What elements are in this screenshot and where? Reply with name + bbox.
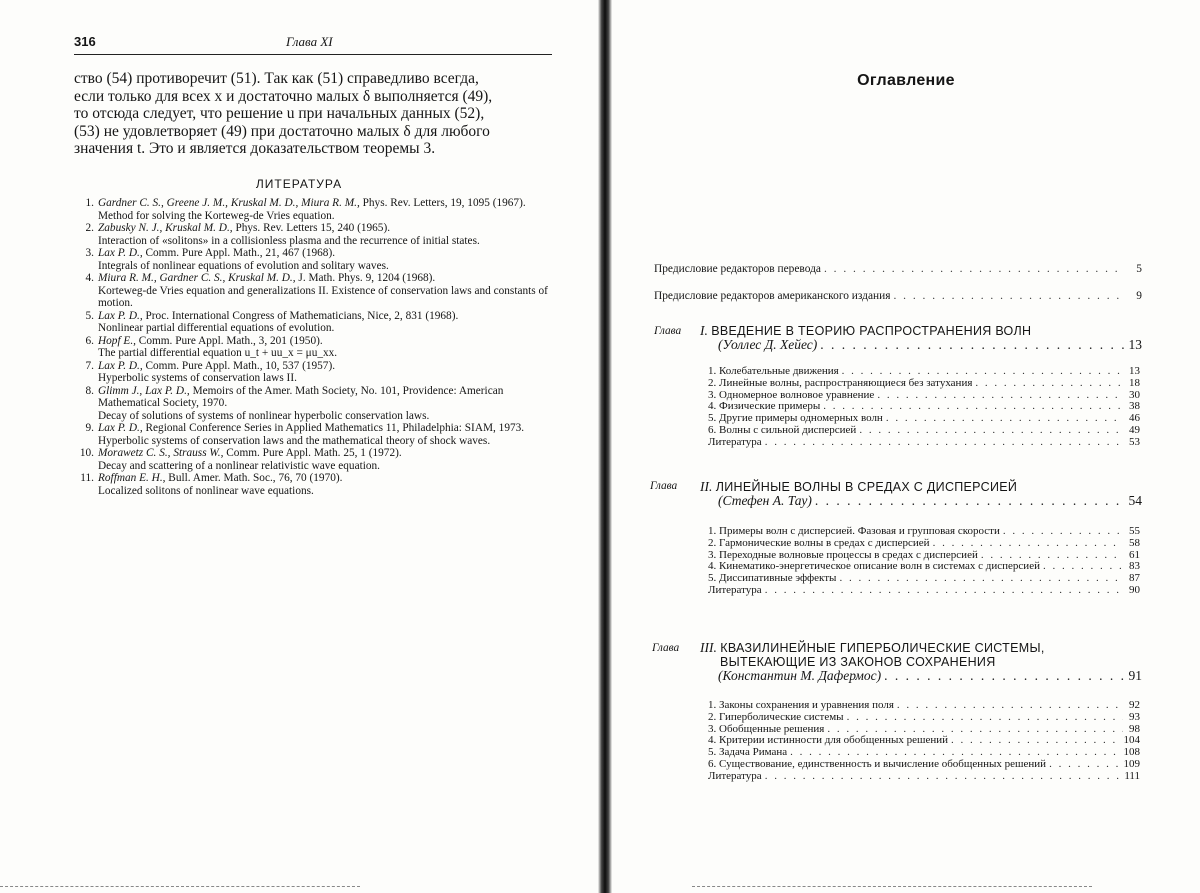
reference-title: Hyperbolic systems of conservation laws II.	[98, 372, 297, 384]
toc-page-number: 108	[1123, 746, 1140, 759]
reference-title: Korteweg-de Vries equation and generalizations II. Existence of conservation laws and constants of motion.	[98, 284, 548, 309]
toc-entry-text: Литература	[708, 770, 762, 782]
leader-dots	[981, 550, 1123, 562]
literature-heading: ЛИТЕРАТУРА	[255, 177, 343, 191]
page-number: 316	[74, 34, 96, 49]
reference-authors: Lax P. D.,	[98, 422, 143, 434]
leader-dots	[842, 366, 1123, 378]
toc-entry-text: 4. Критерии истинности для обобщенных решений	[708, 735, 949, 747]
toc-section-entry	[708, 573, 1140, 585]
toc-section-entry	[708, 538, 1140, 550]
toc-entry-text: 3. Переходные волновые процессы в средах с дисперсией	[708, 549, 978, 561]
toc-section-entry	[708, 526, 1140, 538]
toc-page-number: 61	[1129, 548, 1140, 561]
toc-section-entry	[708, 585, 1140, 597]
toc-page-number: 30	[1129, 388, 1140, 401]
toc-entry-text: 2. Гиперболические системы	[708, 711, 844, 723]
reference-item	[74, 310, 552, 335]
toc-entry-text: 4. Физические примеры	[708, 401, 821, 413]
reference-title: Interaction of «solitons» in a collisionless plasma and the recurrence of initial states.	[98, 234, 480, 247]
toc-entry-text: 5. Другие примеры одномерных волн	[708, 413, 883, 425]
toc-section-entry	[708, 700, 1140, 712]
toc-page-number: 109	[1123, 757, 1140, 770]
reference-item	[74, 247, 552, 272]
leader-dots	[933, 538, 1123, 550]
toc-page-number: 18	[1129, 376, 1140, 389]
leader-dots	[886, 413, 1123, 425]
reference-number: 7.	[85, 359, 94, 372]
toc-section-entry	[708, 747, 1140, 759]
leader-dots	[815, 494, 1126, 508]
toc-page-number: 90	[1129, 583, 1140, 596]
chapter-title: ЛИНЕЙНЫЕ ВОЛНЫ В СРЕДАХ С ДИСПЕРСИЕЙ	[715, 480, 1018, 494]
leader-dots	[820, 338, 1125, 352]
reference-title: Method for solving the Korteweg-de Vries equation.	[98, 209, 335, 222]
leader-dots	[765, 585, 1123, 597]
leader-dots	[790, 747, 1120, 759]
header-rule	[74, 54, 552, 55]
toc-entry-text: 3. Одномерное волновое уравнение	[708, 389, 875, 401]
toc-chapter-entry	[700, 480, 1142, 508]
toc-section-entry	[708, 413, 1140, 425]
reference-item	[74, 472, 552, 497]
leader-dots	[823, 401, 1123, 413]
leader-dots	[859, 425, 1123, 437]
toc-page-number: 92	[1129, 699, 1140, 711]
leader-dots	[827, 724, 1123, 736]
reference-source: Bull. Amer. Math. Soc., 76, 70 (1970).	[168, 472, 343, 484]
body-paragraph	[74, 70, 552, 158]
right-page	[612, 0, 1200, 893]
reference-title: Decay of solutions of systems of nonlinear hyperbolic conservation laws.	[98, 409, 430, 422]
reference-source: Memoirs of the Amer. Math Society, No. 101, Providence: American Mathematical Society, 1970.	[98, 384, 504, 409]
reference-source: J. Math. Phys. 9, 1204 (1968).	[298, 272, 436, 284]
reference-authors: Lax P. D.,	[98, 309, 143, 322]
leader-dots	[765, 771, 1122, 783]
toc-section-entry	[708, 550, 1140, 562]
reference-number: 10.	[79, 447, 94, 459]
reference-number: 8.	[85, 384, 94, 397]
reference-title: Decay and scattering of a nonlinear relativistic wave equation.	[98, 459, 380, 472]
toc-entry-text: 5. Диссипативные эффекты	[708, 573, 837, 585]
reference-number: 1.	[85, 197, 94, 209]
reference-number: 11.	[80, 472, 94, 484]
toc-page-number: 53	[1129, 435, 1140, 448]
reference-number: 3.	[85, 247, 94, 259]
reference-title: Nonlinear partial differential equations of evolution.	[98, 322, 335, 334]
reference-authors: Roffman E. H.,	[98, 472, 166, 484]
left-page	[0, 0, 598, 893]
reference-authors: Gardner C. S., Greene J. M., Kruskal M. D., Miura R. M.,	[98, 197, 360, 209]
toc-page-number: 13	[1129, 365, 1140, 377]
reference-authors: Zabusky N. J., Kruskal M. D.,	[98, 222, 233, 234]
reference-item	[74, 222, 552, 247]
toc-page-number: 13	[1128, 337, 1142, 352]
reference-item	[74, 385, 552, 423]
toc-entry-text: Литература	[708, 436, 762, 448]
reference-item	[74, 422, 552, 447]
toc-entry-text: 3. Обобщенные решения	[708, 723, 825, 735]
chapter-number: III.	[700, 640, 717, 655]
reference-source: Comm. Pure Appl. Math., 3, 201 (1950).	[138, 334, 323, 347]
reference-source: Comm. Pure Appl. Math., 10, 537 (1957).	[145, 359, 336, 372]
reference-item	[74, 335, 552, 360]
reference-authors: Miura R. M., Gardner C. S., Kruskal M. D.,	[98, 272, 296, 284]
toc-section-entry	[708, 390, 1140, 402]
toc-title: Оглавление	[857, 72, 955, 89]
body-line: значения t. Это и является доказательством теоремы 3.	[74, 140, 436, 157]
chapter-header: Глава XI	[286, 34, 333, 49]
body-line: если только для всех x и достаточно малых δ выполняется (49),	[74, 87, 493, 105]
toc-page-number: 49	[1129, 423, 1140, 436]
toc-section-entry	[708, 724, 1140, 736]
toc-section-entry	[708, 401, 1140, 413]
toc-entry-text: Предисловие редакторов американского издания	[654, 290, 891, 302]
reference-title: Hyperbolic systems of conservation laws and the mathematical theory of shock waves.	[98, 434, 491, 447]
toc-section-entry	[708, 378, 1140, 390]
reference-authors: Hopf E.,	[98, 334, 136, 347]
chapter-title: КВАЗИЛИНЕЙНЫЕ ГИПЕРБОЛИЧЕСКИЕ СИСТЕМЫ,	[720, 641, 1045, 655]
reference-number: 6.	[85, 334, 94, 347]
reference-source: Phys. Rev. Letters, 19, 1095 (1967).	[362, 197, 526, 209]
reference-number: 5.	[85, 309, 94, 322]
toc-page-number: 55	[1129, 525, 1140, 537]
toc-page-number: 38	[1129, 400, 1140, 413]
scan-edge	[692, 886, 1092, 888]
toc-entry-text: Предисловие редакторов перевода	[654, 263, 821, 275]
toc-entry-text: 5. Задача Римана	[708, 747, 788, 759]
toc-section-entry	[708, 735, 1140, 747]
leader-dots	[1043, 561, 1123, 573]
toc-page-number: 91	[1128, 668, 1142, 683]
chapter-label: Глава	[650, 480, 678, 492]
reference-item	[74, 447, 552, 472]
toc-entry-text: Литература	[708, 584, 762, 596]
reference-number: 9.	[85, 422, 94, 434]
chapter-title: ВВЕДЕНИЕ В ТЕОРИЮ РАСПРОСТРАНЕНИЯ ВОЛН	[711, 324, 1032, 338]
chapter-author: (Константин М. Дафермос)	[718, 668, 882, 683]
reference-title: Integrals of nonlinear equations of evolution and solitary waves.	[98, 259, 389, 272]
leader-dots	[877, 390, 1123, 402]
reference-title: The partial differential equation u_t + uu_x = μu_xx.	[98, 347, 338, 359]
toc-section-entry	[708, 425, 1140, 437]
leader-dots	[765, 437, 1123, 449]
toc-section-entry	[708, 437, 1140, 449]
reference-list	[74, 197, 552, 497]
scan-edge	[0, 886, 360, 888]
leader-dots	[839, 573, 1123, 585]
book-spine-gutter	[598, 0, 612, 893]
toc-entry-text: 6. Существование, единственность и вычисление обобщенных решений	[708, 758, 1047, 770]
toc-preface-entry	[654, 263, 1142, 276]
leader-dots	[975, 378, 1123, 390]
toc-preface-entry	[654, 290, 1142, 303]
reference-authors: Lax P. D.,	[98, 247, 143, 259]
chapter-author: (Стефен А. Тау)	[718, 493, 812, 508]
toc-page-number: 54	[1128, 493, 1142, 508]
reference-authors: Lax P. D.,	[98, 359, 143, 372]
toc-section-entry	[708, 771, 1140, 783]
chapter-number: II.	[700, 479, 713, 494]
toc-section-entry	[708, 759, 1140, 771]
toc-section-entry	[708, 712, 1140, 724]
leader-dots	[897, 700, 1123, 712]
leader-dots	[951, 735, 1120, 747]
reference-source: Proc. International Congress of Mathematicians, Nice, 2, 831 (1968).	[145, 309, 459, 322]
running-header	[74, 34, 554, 54]
reference-source: Phys. Rev. Letters 15, 240 (1965).	[235, 222, 391, 234]
toc-section-list	[708, 366, 1140, 449]
toc-section-list	[708, 700, 1140, 783]
leader-dots	[1049, 759, 1120, 771]
reference-authors: Morawetz C. S., Strauss W.,	[98, 447, 224, 459]
toc-page-number: 83	[1129, 560, 1140, 573]
leader-dots	[847, 712, 1123, 724]
toc-section-entry	[708, 561, 1140, 573]
reference-title: Localized solitons of nonlinear wave equations.	[98, 484, 314, 497]
toc-page-number: 5	[1136, 263, 1142, 275]
toc-section-list	[708, 526, 1140, 597]
toc-chapter-entry	[700, 641, 1142, 683]
reference-number: 2.	[85, 222, 94, 234]
reference-item	[74, 360, 552, 385]
body-line: ство (54) противоречит (51). Так как (51) справедливо всегда,	[74, 70, 479, 87]
toc-page-number: 87	[1129, 572, 1140, 585]
reference-item	[74, 197, 552, 222]
toc-section-entry	[708, 366, 1140, 378]
leader-dots	[1003, 526, 1123, 538]
reference-source: Comm. Pure Appl. Math., 21, 467 (1968).	[145, 247, 336, 259]
leader-dots	[824, 263, 1125, 276]
reference-source: Comm. Pure Appl. Math. 25, 1 (1972).	[226, 447, 402, 459]
chapter-author: (Уоллес Д. Хейес)	[718, 337, 818, 352]
reference-number: 4.	[85, 272, 94, 284]
toc-chapter-entry	[700, 324, 1142, 352]
toc-entry-text: 1. Законы сохранения и уравнения поля	[708, 700, 894, 711]
reference-item	[74, 272, 552, 310]
leader-dots	[884, 669, 1125, 683]
toc-page-number: 111	[1124, 769, 1140, 782]
toc-page-number: 93	[1129, 710, 1140, 723]
toc-entry-text: 1. Примеры волн с дисперсией. Фазовая и групповая скорости	[708, 526, 1000, 537]
toc-entry-text: 4. Кинематико-энергетическое описание волн в системах с дисперсией	[708, 561, 1040, 573]
leader-dots	[893, 290, 1125, 303]
chapter-title-continued: ВЫТЕКАЮЩИЕ ИЗ ЗАКОНОВ СОХРАНЕНИЯ	[720, 655, 996, 669]
chapter-number: I.	[700, 323, 708, 338]
body-line: (53) не удовлетворяет (49) при достаточно малых δ для любого	[74, 122, 490, 140]
toc-entry-text: 2. Гармонические волны в средах с дисперсией	[708, 537, 930, 549]
toc-page-number: 58	[1129, 536, 1140, 549]
chapter-label: Глава	[654, 325, 682, 337]
chapter-label: Глава	[652, 642, 680, 654]
reference-authors: Glimm J., Lax P. D.,	[98, 384, 190, 397]
toc-entry-text: 1. Колебательные движения	[708, 366, 839, 377]
toc-page-number: 98	[1129, 722, 1140, 735]
toc-entry-text: 2. Линейные волны, распространяющиеся без затухания	[708, 377, 973, 389]
body-line: то отсюда следует, что решение u при начальных данных (52),	[74, 105, 485, 122]
toc-page-number: 104	[1123, 734, 1140, 747]
toc-entry-text: 6. Волны с сильной дисперсией	[708, 424, 857, 436]
reference-source: Regional Conference Series in Applied Mathematics 11, Philadelphia: SIAM, 1973.	[145, 422, 525, 434]
toc-page-number: 46	[1129, 412, 1140, 425]
toc-page-number: 9	[1136, 290, 1142, 302]
